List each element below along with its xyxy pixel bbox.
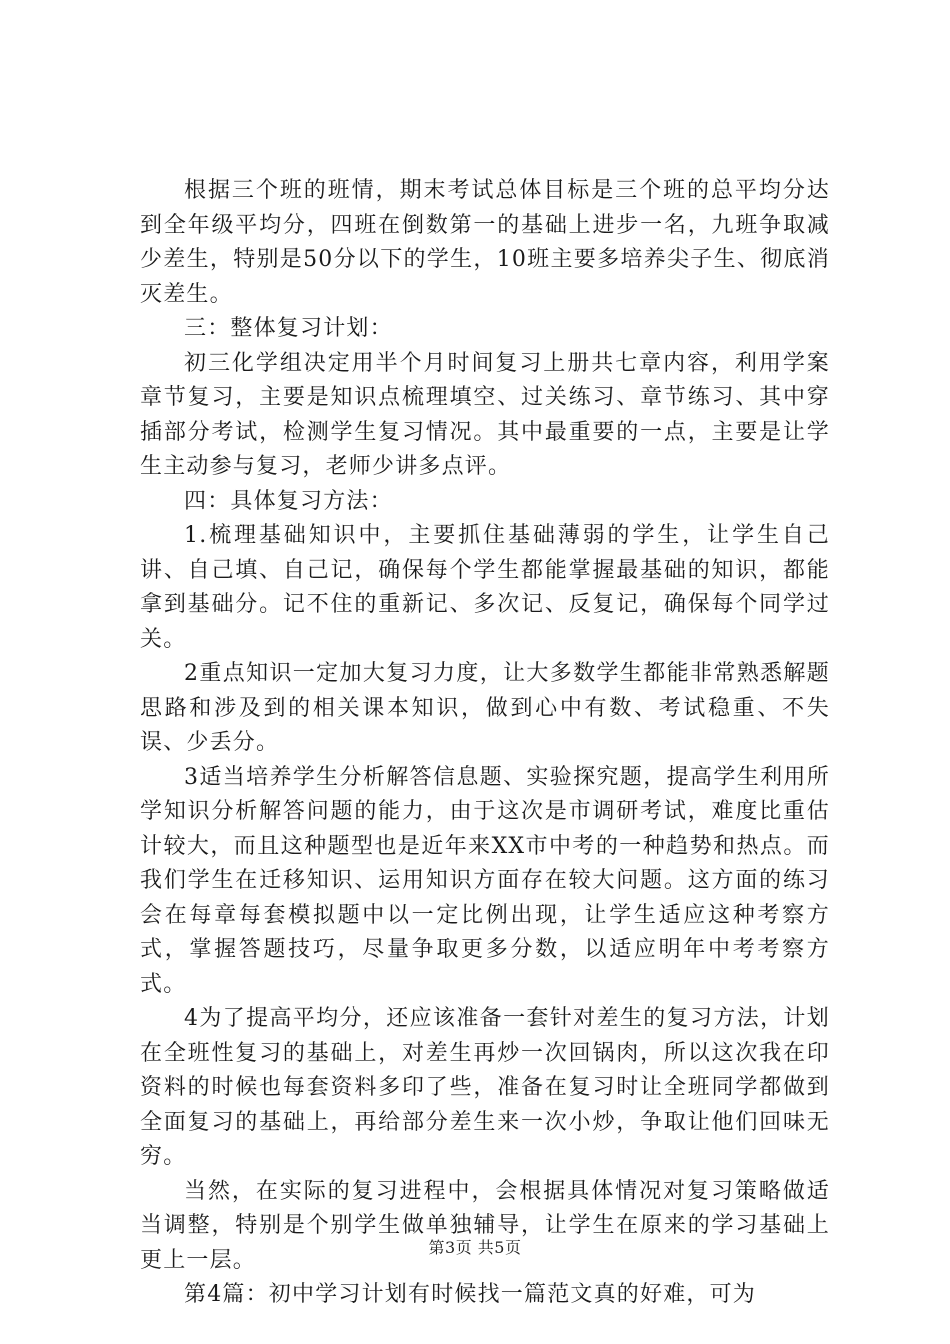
paragraph-adjustment: 当然，在实际的复习进程中，会根据具体情况对复习策略做适当调整，特别是个别学生做单独辅导，让学生在原来的学习基础上更上一层。 <box>140 1178 830 1273</box>
heading-overall-review-plan: 三：整体复习计划： <box>184 316 393 341</box>
paragraph-next-article: 第4篇：初中学习计划有时候找一篇范文真的好难，可为 <box>184 1282 756 1307</box>
page-number-footer: 第3页 共5页 <box>428 1238 522 1257</box>
paragraph-method-3: 3适当培养学生分析解答信息题、实验探究题，提高学生利用所学知识分析解答问题的能力，由于这次是市调研考试，难度比重估计较大，而且这种题型也是近年来XX市中考的一种趋势和热点。而我们学生在迁移知识、运用知识方面存在较大问题。这方面的练习会在每章每套模拟题中以一定比例出现，让学生适应这种考察方式，掌握答题技巧，尽量争取更多分数，以适应明年中考考察方式。 <box>140 764 830 997</box>
document-body <box>140 174 830 1313</box>
paragraph-method-2: 2重点知识一定加大复习力度，让大多数学生都能非常熟悉解题思路和涉及到的相关课本知识，做到心中有数、考试稳重、不失误、少丢分。 <box>140 661 830 755</box>
paragraph-overall-plan: 初三化学组决定用半个月时间复习上册共七章内容，利用学案章节复习，主要是知识点梳理填空、过关练习、章节练习、其中穿插部分考试，检测学生复习情况。其中最重要的一点，主要是让学生主动参与复习，老师少讲多点评。 <box>140 350 830 479</box>
paragraph-class-goals: 根据三个班的班情，期末考试总体目标是三个班的总平均分达到全年级平均分，四班在倒数第一的基础上进步一名，九班争取减少差生，特别是50分以下的学生，10班主要多培养尖子生、彻底消灭差生。 <box>140 178 830 307</box>
heading-specific-methods: 四：具体复习方法： <box>184 488 393 514</box>
paragraph-method-4: 4为了提高平均分，还应该准备一套针对差生的复习方法，计划在全班性复习的基础上，对差生再炒一次回锅肉，所以这次我在印资料的时候也每套资料多印了些，准备在复习时让全班同学都做到全面复习的基础上，再给部分差生来一次小炒，争取让他们回味无穷。 <box>140 1006 830 1169</box>
paragraph-method-1: 1.梳理基础知识中，主要抓住基础薄弱的学生，让学生自己讲、自己填、自己记，确保每个学生都能掌握最基础的知识，都能拿到基础分。记不住的重新记、多次记、反复记，确保每个同学过关。 <box>140 523 830 652</box>
